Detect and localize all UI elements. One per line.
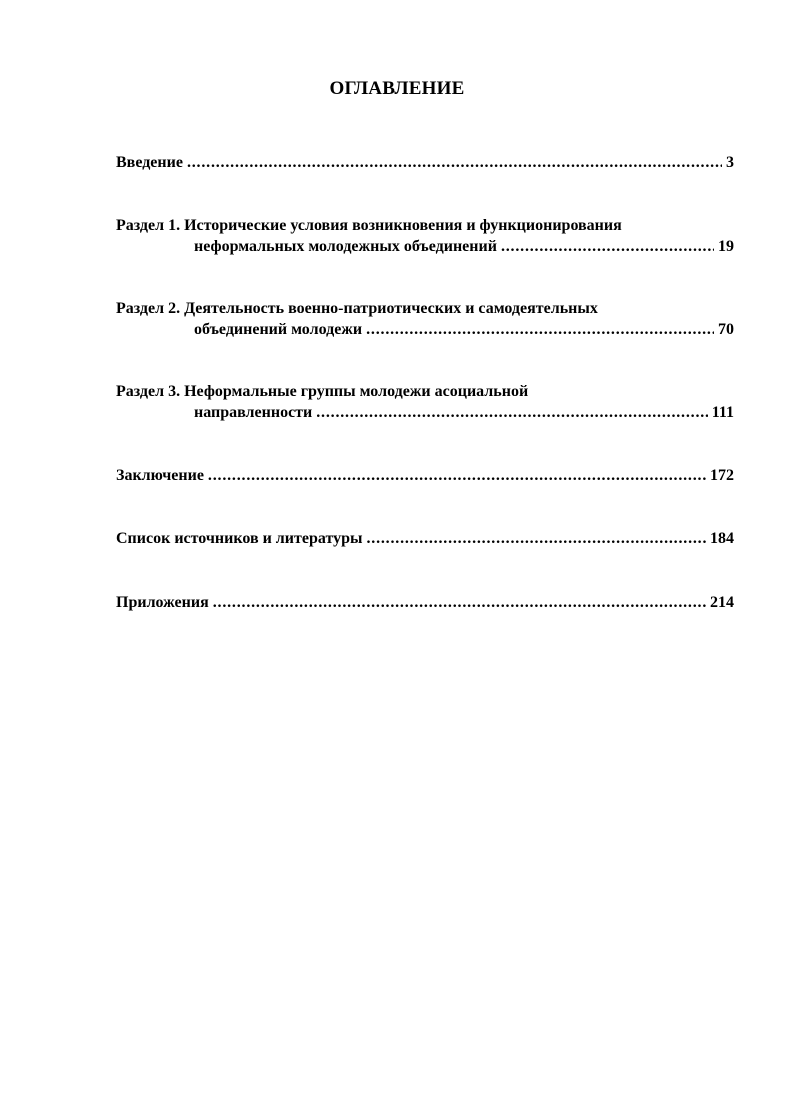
toc-page-number: 19 xyxy=(718,238,734,255)
toc-page-number: 111 xyxy=(711,404,734,421)
toc-label-continued: направленности xyxy=(194,404,313,421)
toc-page-number: 214 xyxy=(710,594,734,611)
dot-leader xyxy=(213,592,706,613)
toc-page-number: 3 xyxy=(726,154,734,171)
toc-label: Приложения xyxy=(116,594,209,611)
dot-leader xyxy=(187,152,722,173)
toc-label: Раздел 2. Деятельность военно-патриотических и самодеятельных xyxy=(116,300,598,317)
toc-label: Раздел 1. Исторические условия возникновения и функционирования xyxy=(116,217,622,234)
dot-leader xyxy=(316,402,708,423)
toc-label: Введение xyxy=(116,154,183,171)
toc-page-number: 70 xyxy=(718,321,734,338)
page-title: ОГЛАВЛЕНИЕ xyxy=(329,78,465,99)
toc-page-number: 184 xyxy=(710,530,734,547)
dot-leader xyxy=(501,236,714,257)
toc-label-continued: объединений молодежи xyxy=(194,321,363,338)
toc-entry-intro xyxy=(116,152,734,173)
dot-leader xyxy=(208,465,706,486)
toc-page-number: 172 xyxy=(710,467,734,484)
toc-entry-section-3 xyxy=(116,381,734,423)
toc-entry-section-1 xyxy=(116,215,734,257)
toc-label: Раздел 3. Неформальные группы молодежи асоциальной xyxy=(116,383,529,400)
dot-leader xyxy=(366,319,714,340)
toc-label-continued: неформальных молодежных объединений xyxy=(194,238,497,255)
dot-leader xyxy=(366,528,706,549)
toc-entry-appendix xyxy=(116,592,734,613)
toc-entry-conclusion xyxy=(116,465,734,486)
toc-label: Список источников и литературы xyxy=(116,530,363,547)
toc-entry-sources xyxy=(116,528,734,549)
toc-label: Заключение xyxy=(116,467,204,484)
toc-entry-section-2 xyxy=(116,298,734,340)
